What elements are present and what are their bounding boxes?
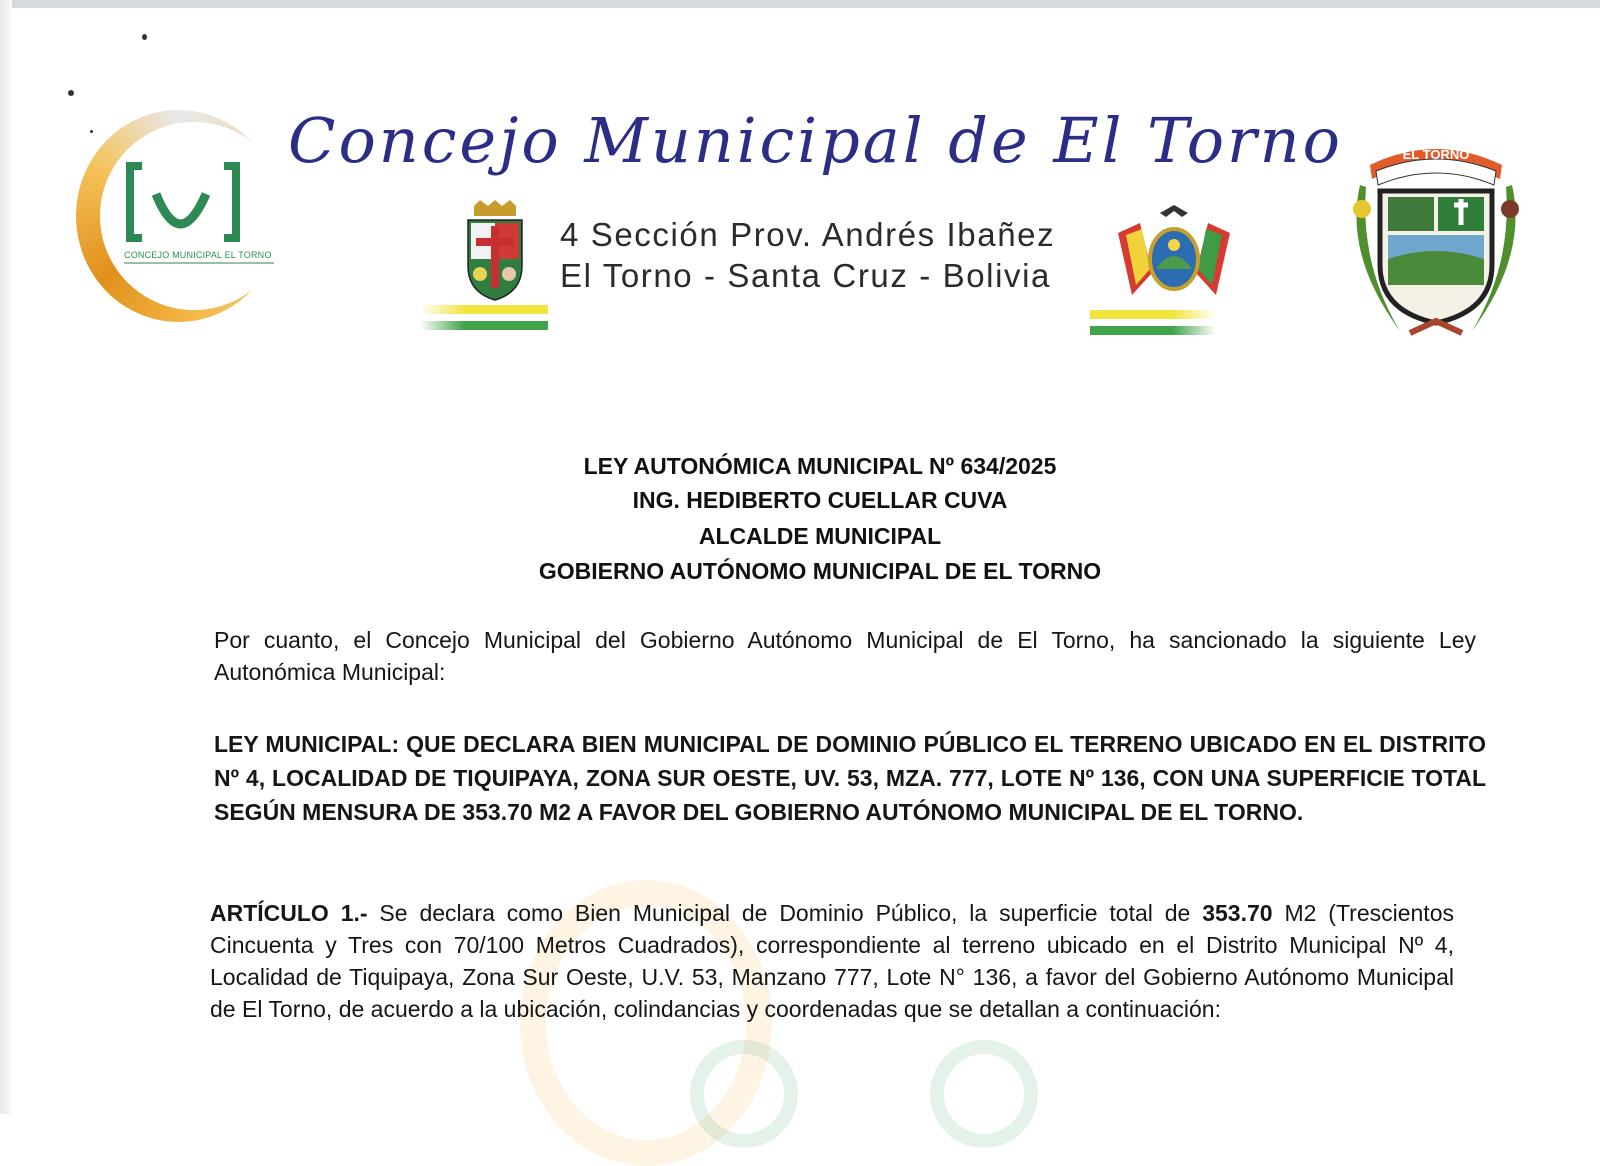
mayor-position: ALCALDE MUNICIPAL: [698, 523, 942, 549]
flag-stripe-green: [1090, 326, 1216, 335]
government-name: GOBIERNO AUTÓNOMO MUNICIPAL DE EL TORNO: [538, 558, 1102, 584]
council-logo-text: CONCEJO MUNICIPAL EL TORNO: [124, 250, 272, 260]
article-1-text: Se declara como Bien Municipal de Dominio Público, la superficie total de: [367, 900, 1203, 926]
watermark-logo: [930, 1040, 1038, 1148]
council-logo: [72, 110, 282, 332]
law-title: LEY AUTONÓMICA MUNICIPAL Nº 634/2025: [583, 453, 1057, 479]
scan-speck: [142, 34, 147, 40]
address-block: [560, 214, 1055, 296]
address-line-2: El Torno - Santa Cruz - Bolivia: [560, 257, 1052, 294]
flag-stripe-green: [420, 321, 548, 330]
municipal-shield-icon: [462, 200, 528, 302]
council-name: Concejo Municipal de El Torno: [288, 104, 1343, 177]
article-1-label: ARTÍCULO 1.-: [210, 900, 368, 926]
flag-stripe-yellow: [420, 305, 548, 314]
council-monogram-icon: [120, 158, 246, 250]
article-1-text-cont: M2 (Trescientos Cincuenta y Tres con 70/100 Metros Cuadrados), correspondiente al terreno ubicado en el Distrito Municipal Nº 4, Localidad de Tiquipaya, Zona Sur Oeste, U.V. 53, Manzano 777, Lote N° 136, a favor del Gobierno Autónomo Municipal de El Torno, de acuerdo a la ubicación, colindancias y coordenadas que se detallan a continuación:: [210, 900, 1454, 1022]
mayor-name: ING. HEDIBERTO CUELLAR CUVA: [632, 487, 1008, 513]
scan-speck: [68, 90, 74, 96]
address-line-1: 4 Sección Prov. Andrés Ibañez: [560, 216, 1056, 253]
scan-edge-top: [0, 0, 1600, 8]
scan-edge-left: [0, 0, 12, 1114]
bolivia-coat-of-arms-icon: [1112, 203, 1236, 305]
article-1-paragraph: [210, 897, 1454, 1025]
el-torno-seal-icon: [1340, 135, 1532, 347]
seal-text: EL TORNO: [1402, 147, 1470, 162]
flag-stripe-yellow: [1090, 310, 1216, 319]
watermark-logo: [690, 1040, 798, 1148]
law-subject-paragraph: LEY MUNICIPAL: QUE DECLARA BIEN MUNICIPAL DE DOMINIO PÚBLICO EL TERRENO UBICADO EN EL DISTRITO Nº 4, LOCALIDAD DE TIQUIPAYA, ZONA SUR OESTE, UV. 53, MZA. 777, LOTE Nº 136, CON UNA SUPERFICIE TOTAL SEGÚN MENSURA DE 353.70 M2 A FAVOR DEL GOBIERNO AUTÓNOMO MUNICIPAL DE EL TORNO.: [214, 731, 1486, 825]
intro-paragraph: Por cuanto, el Concejo Municipal del Gobierno Autónomo Municipal de El Torno, ha sancionado la siguiente Ley Autonómica Municipal:: [214, 627, 1476, 685]
article-1-area: 353.70: [1202, 900, 1273, 926]
